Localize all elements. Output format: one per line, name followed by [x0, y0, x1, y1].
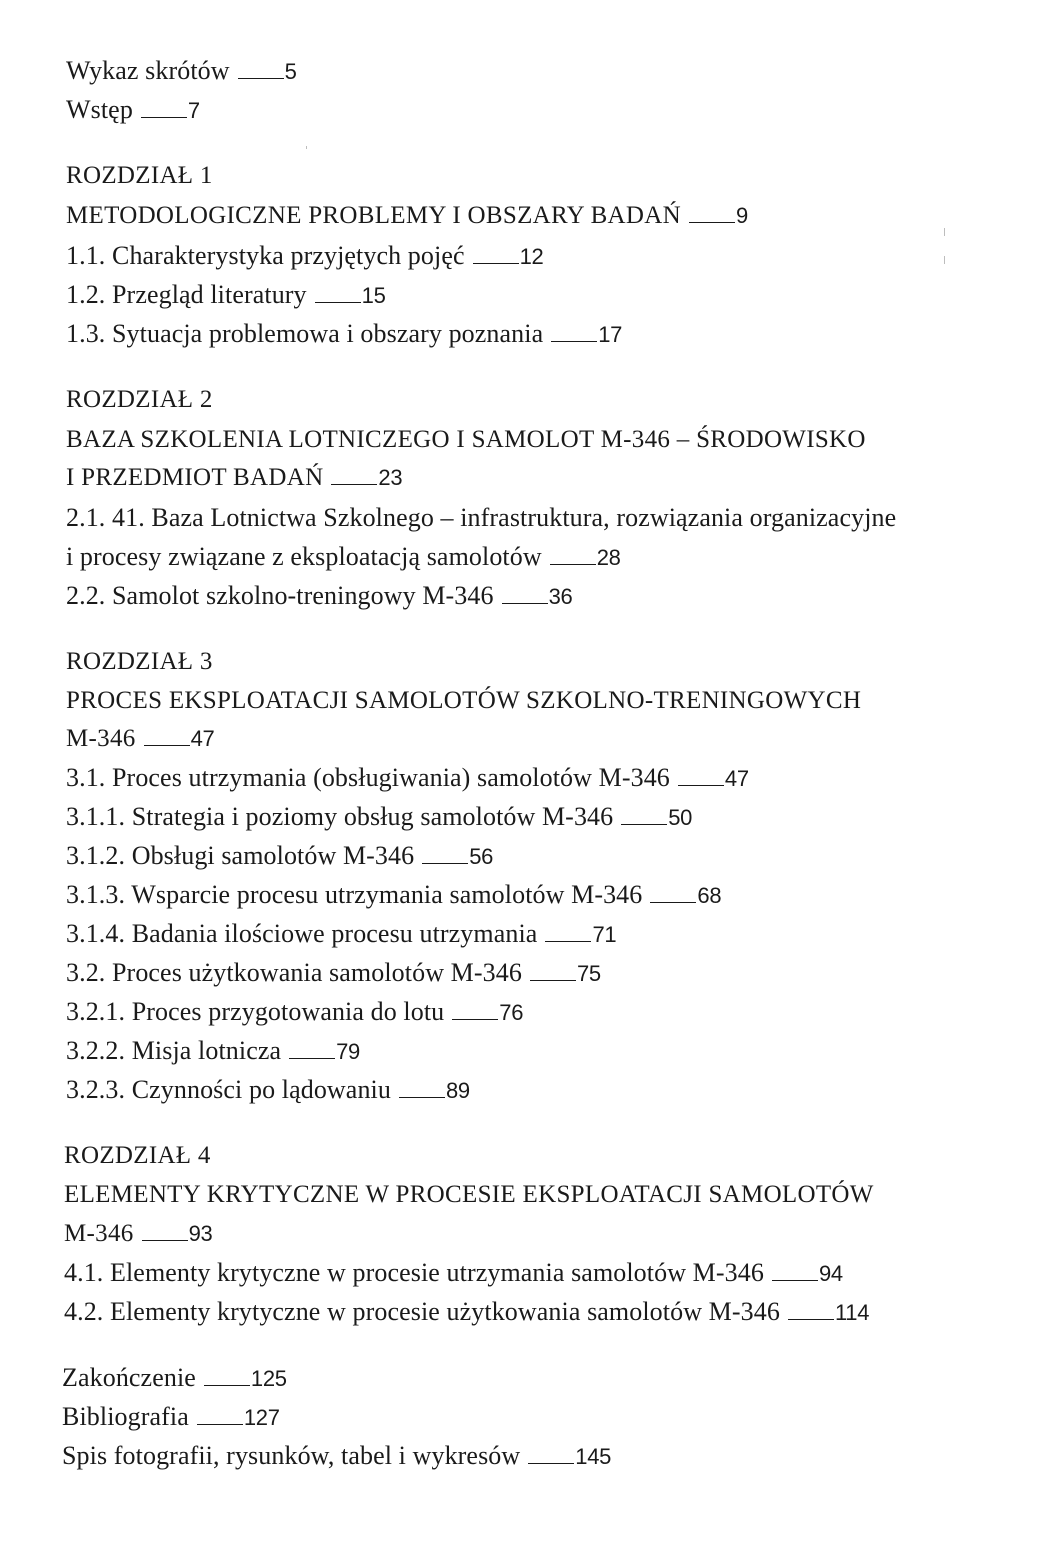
toc-page-number: 15	[361, 283, 386, 308]
leader-line	[530, 960, 576, 981]
toc-page-number: 125	[250, 1366, 287, 1391]
toc-entry	[62, 1441, 611, 1472]
leader-line	[550, 544, 596, 565]
toc-page-number: 56	[469, 844, 494, 869]
toc-page-number: 47	[724, 766, 749, 791]
leader-line	[545, 921, 591, 942]
chapter-title: M-346 47	[66, 725, 215, 752]
toc-entry	[64, 1258, 843, 1289]
toc-entry-title: Zakończenie	[62, 1363, 196, 1392]
toc-entry-title: 3.1. Proces utrzymania (obsługiwania) samolotów M-346	[66, 763, 670, 792]
toc-entry-title: 3.1.4. Badania ilościowe procesu utrzymania	[66, 919, 538, 948]
toc-entry-title: Bibliografia	[62, 1402, 189, 1431]
toc-page-number: 75	[576, 961, 601, 986]
leader-line	[528, 1443, 574, 1464]
toc-page-number: 93	[188, 1221, 213, 1246]
toc-page-number: 9	[735, 203, 748, 228]
leader-line	[772, 1260, 818, 1281]
toc-entry	[62, 1402, 280, 1433]
scan-speck	[944, 228, 945, 236]
toc-entry	[66, 919, 616, 950]
toc-entry-title: 1.1. Charakterystyka przyjętych pojęć	[66, 241, 465, 270]
toc-entry-title: Wstęp	[66, 95, 133, 124]
toc-entry-title: i procesy związane z eksploatacją samolotów	[66, 542, 542, 571]
leader-line	[204, 1365, 250, 1386]
leader-line	[197, 1404, 243, 1425]
toc-entry-title: 3.1.3. Wsparcie procesu utrzymania samolotów M-346	[66, 880, 643, 909]
toc-entry	[66, 542, 621, 573]
toc-page-number: 89	[445, 1078, 470, 1103]
toc-entry	[66, 763, 749, 794]
leader-line	[422, 843, 468, 864]
toc-entry	[66, 241, 544, 272]
toc-page-number: 145	[575, 1444, 612, 1469]
toc-page-number: 79	[336, 1039, 360, 1064]
toc-page-number: 76	[499, 1000, 524, 1025]
leader-line	[473, 243, 519, 264]
toc-entry	[66, 1036, 360, 1067]
toc-entry-title: 3.2.3. Czynności po lądowaniu	[66, 1075, 391, 1104]
toc-page-number: 127	[243, 1405, 280, 1430]
toc-entry-title: 3.2.2. Misja lotnicza	[66, 1036, 282, 1065]
toc-entry	[66, 581, 572, 612]
leader-line	[551, 321, 597, 342]
leader-line	[315, 282, 361, 303]
toc-entry	[66, 841, 493, 872]
toc-entry	[62, 1363, 287, 1394]
leader-line	[788, 1299, 834, 1320]
toc-entry-title: Wykaz skrótów	[66, 56, 230, 85]
toc-page-number: 17	[598, 322, 623, 347]
toc-entry-title: 1.3. Sytuacja problemowa i obszary poznania	[66, 319, 544, 348]
chapter-title: M-346 93	[64, 1220, 213, 1247]
toc-entry-title: Spis fotografii, rysunków, tabel i wykresów	[62, 1441, 521, 1470]
toc-page-number: 5	[284, 59, 297, 84]
leader-line	[621, 804, 667, 825]
toc-page-number: 23	[378, 465, 403, 490]
chapter-label: ROZDZIAŁ 3	[66, 648, 213, 675]
toc-entry	[66, 958, 601, 989]
leader-line	[452, 999, 498, 1020]
toc-entry-title: 3.1.2. Obsługi samolotów M-346	[66, 841, 415, 870]
leader-line	[238, 58, 284, 79]
chapter-title: BAZA SZKOLENIA LOTNICZEGO I SAMOLOT M-346 – ŚRODOWISKO	[66, 426, 866, 453]
toc-entry	[66, 319, 622, 350]
chapter-title: ELEMENTY KRYTYCZNE W PROCESIE EKSPLOATACJI SAMOLOTÓW	[64, 1181, 874, 1208]
chapter-label: ROZDZIAŁ 4	[64, 1142, 211, 1169]
chapter-title: I PRZEDMIOT BADAŃ 23	[66, 464, 403, 491]
toc-entry: 2.1. 41. Baza Lotnictwa Szkolnego – infrastruktura, rozwiązania organizacyjne	[66, 503, 897, 532]
leader-line	[678, 765, 724, 786]
chapter-title: PROCES EKSPLOATACJI SAMOLOTÓW SZKOLNO-TRENINGOWYCH	[66, 687, 862, 714]
leader-line	[289, 1038, 335, 1059]
toc-page-number: 36	[548, 584, 573, 609]
toc-entry	[64, 1297, 869, 1328]
toc-page-number: 68	[697, 883, 722, 908]
chapter-label: ROZDZIAŁ 2	[66, 386, 213, 413]
toc-page-number: 28	[596, 545, 621, 570]
toc-entry-title: 3.2.1. Proces przygotowania do lotu	[66, 997, 445, 1026]
leader-line	[502, 583, 548, 604]
toc-entry-title: 4.1. Elementy krytyczne w procesie utrzymania samolotów M-346	[64, 1258, 764, 1287]
toc-entry-title: 1.2. Przegląd literatury	[66, 280, 307, 309]
chapter-label: ROZDZIAŁ 1	[66, 162, 213, 189]
toc-entry	[66, 997, 523, 1028]
toc-entry	[66, 880, 721, 911]
toc-entry-title: 4.2. Elementy krytyczne w procesie użytkowania samolotów M-346	[64, 1297, 780, 1326]
toc-entry	[66, 56, 297, 87]
toc-entry-title: 2.2. Samolot szkolno-treningowy M-346	[66, 581, 494, 610]
chapter-title: METODOLOGICZNE PROBLEMY I OBSZARY BADAŃ 9	[66, 202, 748, 229]
scan-speck	[306, 146, 307, 149]
toc-entry	[66, 1075, 470, 1106]
leader-line	[399, 1077, 445, 1098]
toc-page-number: 12	[519, 244, 544, 269]
leader-line	[650, 882, 696, 903]
toc-page-number: 114	[834, 1300, 870, 1325]
toc-page-number: 50	[668, 805, 693, 830]
toc-page-number: 47	[190, 726, 215, 751]
toc-entry	[66, 280, 386, 311]
toc-entry-title: 3.2. Proces użytkowania samolotów M-346	[66, 958, 522, 987]
toc-entry	[66, 802, 692, 833]
toc-entry-title: 3.1.1. Strategia i poziomy obsług samolotów M-346	[66, 802, 614, 831]
leader-line	[141, 97, 187, 118]
toc-page-number: 94	[818, 1261, 843, 1286]
scan-speck	[944, 256, 945, 264]
toc-page-number: 71	[592, 922, 617, 947]
toc-page-number: 7	[187, 98, 200, 123]
toc-entry	[66, 95, 200, 126]
